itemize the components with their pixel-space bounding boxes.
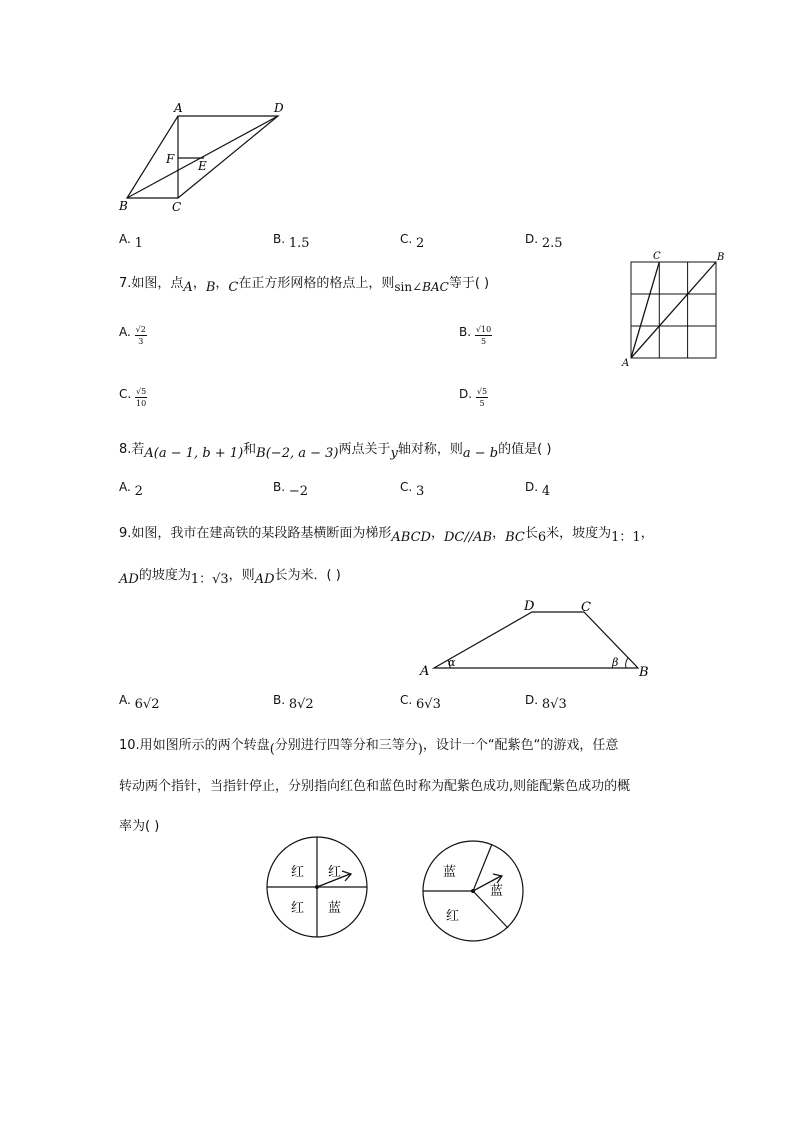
q9-option-a[interactable]: A. 6√2 — [119, 693, 160, 712]
label-E: E — [198, 159, 207, 173]
spinner2-sector-3: 红 — [446, 909, 460, 924]
q8-option-c[interactable]: C. 3 — [400, 480, 425, 499]
grid-label-C: C — [653, 251, 661, 262]
parallelogram-figure — [110, 98, 300, 216]
trapezoid-figure — [412, 596, 658, 682]
q6-option-c[interactable]: C. 2 — [400, 232, 425, 251]
label-C: C — [172, 200, 182, 214]
label-C: C — [581, 600, 591, 615]
label-B: B — [119, 199, 128, 213]
spinner-four-parts — [264, 834, 370, 940]
q9-option-d[interactable]: D. 8√3 — [525, 693, 567, 712]
q10-stem-line2: 转动两个指针，当指针停止，分别指向红色和蓝色时称为配紫色成功,则能配紫色成功的概 — [119, 779, 631, 794]
label-A: A — [174, 101, 183, 115]
q7-option-a[interactable]: A. $\frac{√2}{3}$ — [119, 325, 146, 346]
q9-option-c[interactable]: C. 6√3 — [400, 693, 441, 712]
q9-stem-line1: 9.如图，我市在建高铁的某段路基横断面为梯形ABCD，DC//AB，BC长6米，坡度为1：1， — [119, 526, 654, 545]
q8-option-b[interactable]: B. −2 — [273, 480, 309, 499]
spinner2-sector-2: 蓝 — [490, 884, 504, 899]
q8-option-a[interactable]: A. 2 — [119, 480, 143, 499]
label-B: B — [639, 665, 649, 680]
q6-option-d[interactable]: D. 2.5 — [525, 232, 563, 251]
q6-option-b[interactable]: B. 1.5 — [273, 232, 310, 251]
q10-stem-line3: 率为( ) — [119, 819, 160, 834]
q7-option-b[interactable]: B. $\frac{√10}{5}$ — [459, 325, 492, 346]
spinner1-sector-2: 红 — [328, 865, 342, 880]
label-D: D — [524, 599, 535, 614]
spinner-three-parts — [420, 838, 526, 944]
grid-label-A: A — [622, 358, 630, 369]
label-F: F — [166, 152, 175, 166]
spinner1-sector-1: 红 — [291, 865, 305, 880]
label-D: D — [274, 101, 284, 115]
grid-label-B: B — [717, 252, 725, 263]
label-alpha: α — [448, 656, 456, 669]
q7-option-d[interactable]: D. $\frac{√5}{5}$ — [459, 387, 488, 408]
q6-option-a[interactable]: A. 1 — [119, 232, 143, 251]
q8-option-d[interactable]: D. 4 — [525, 480, 551, 499]
q7-option-c[interactable]: C. $\frac{√5}{10}$ — [119, 387, 147, 408]
q10-stem-line1: 10.用如图所示的两个转盘(分别进行四等分和三等分)，设计一个“配紫色“的游戏，任意 — [119, 738, 619, 757]
spinner1-sector-4: 蓝 — [328, 901, 342, 916]
square-grid-figure — [618, 248, 730, 370]
q9-option-b[interactable]: B. 8√2 — [273, 693, 314, 712]
spinner1-sector-3: 红 — [291, 901, 305, 916]
label-A: A — [420, 664, 430, 679]
q8-stem: 8.若A(a − 1, b + 1)和B(−2, a − 3)两点关于y轴对称，则a − b的值是( ) — [119, 442, 552, 461]
q7-stem: 7.如图，点A，B，C在正方形网格的格点上，则sin∠BAC等于( ) — [119, 276, 490, 295]
spinner2-sector-1: 蓝 — [443, 865, 457, 880]
q9-stem-line2: AD的坡度为1：√3，则AD长为米．( ) — [119, 568, 341, 587]
label-beta: β — [612, 656, 619, 669]
